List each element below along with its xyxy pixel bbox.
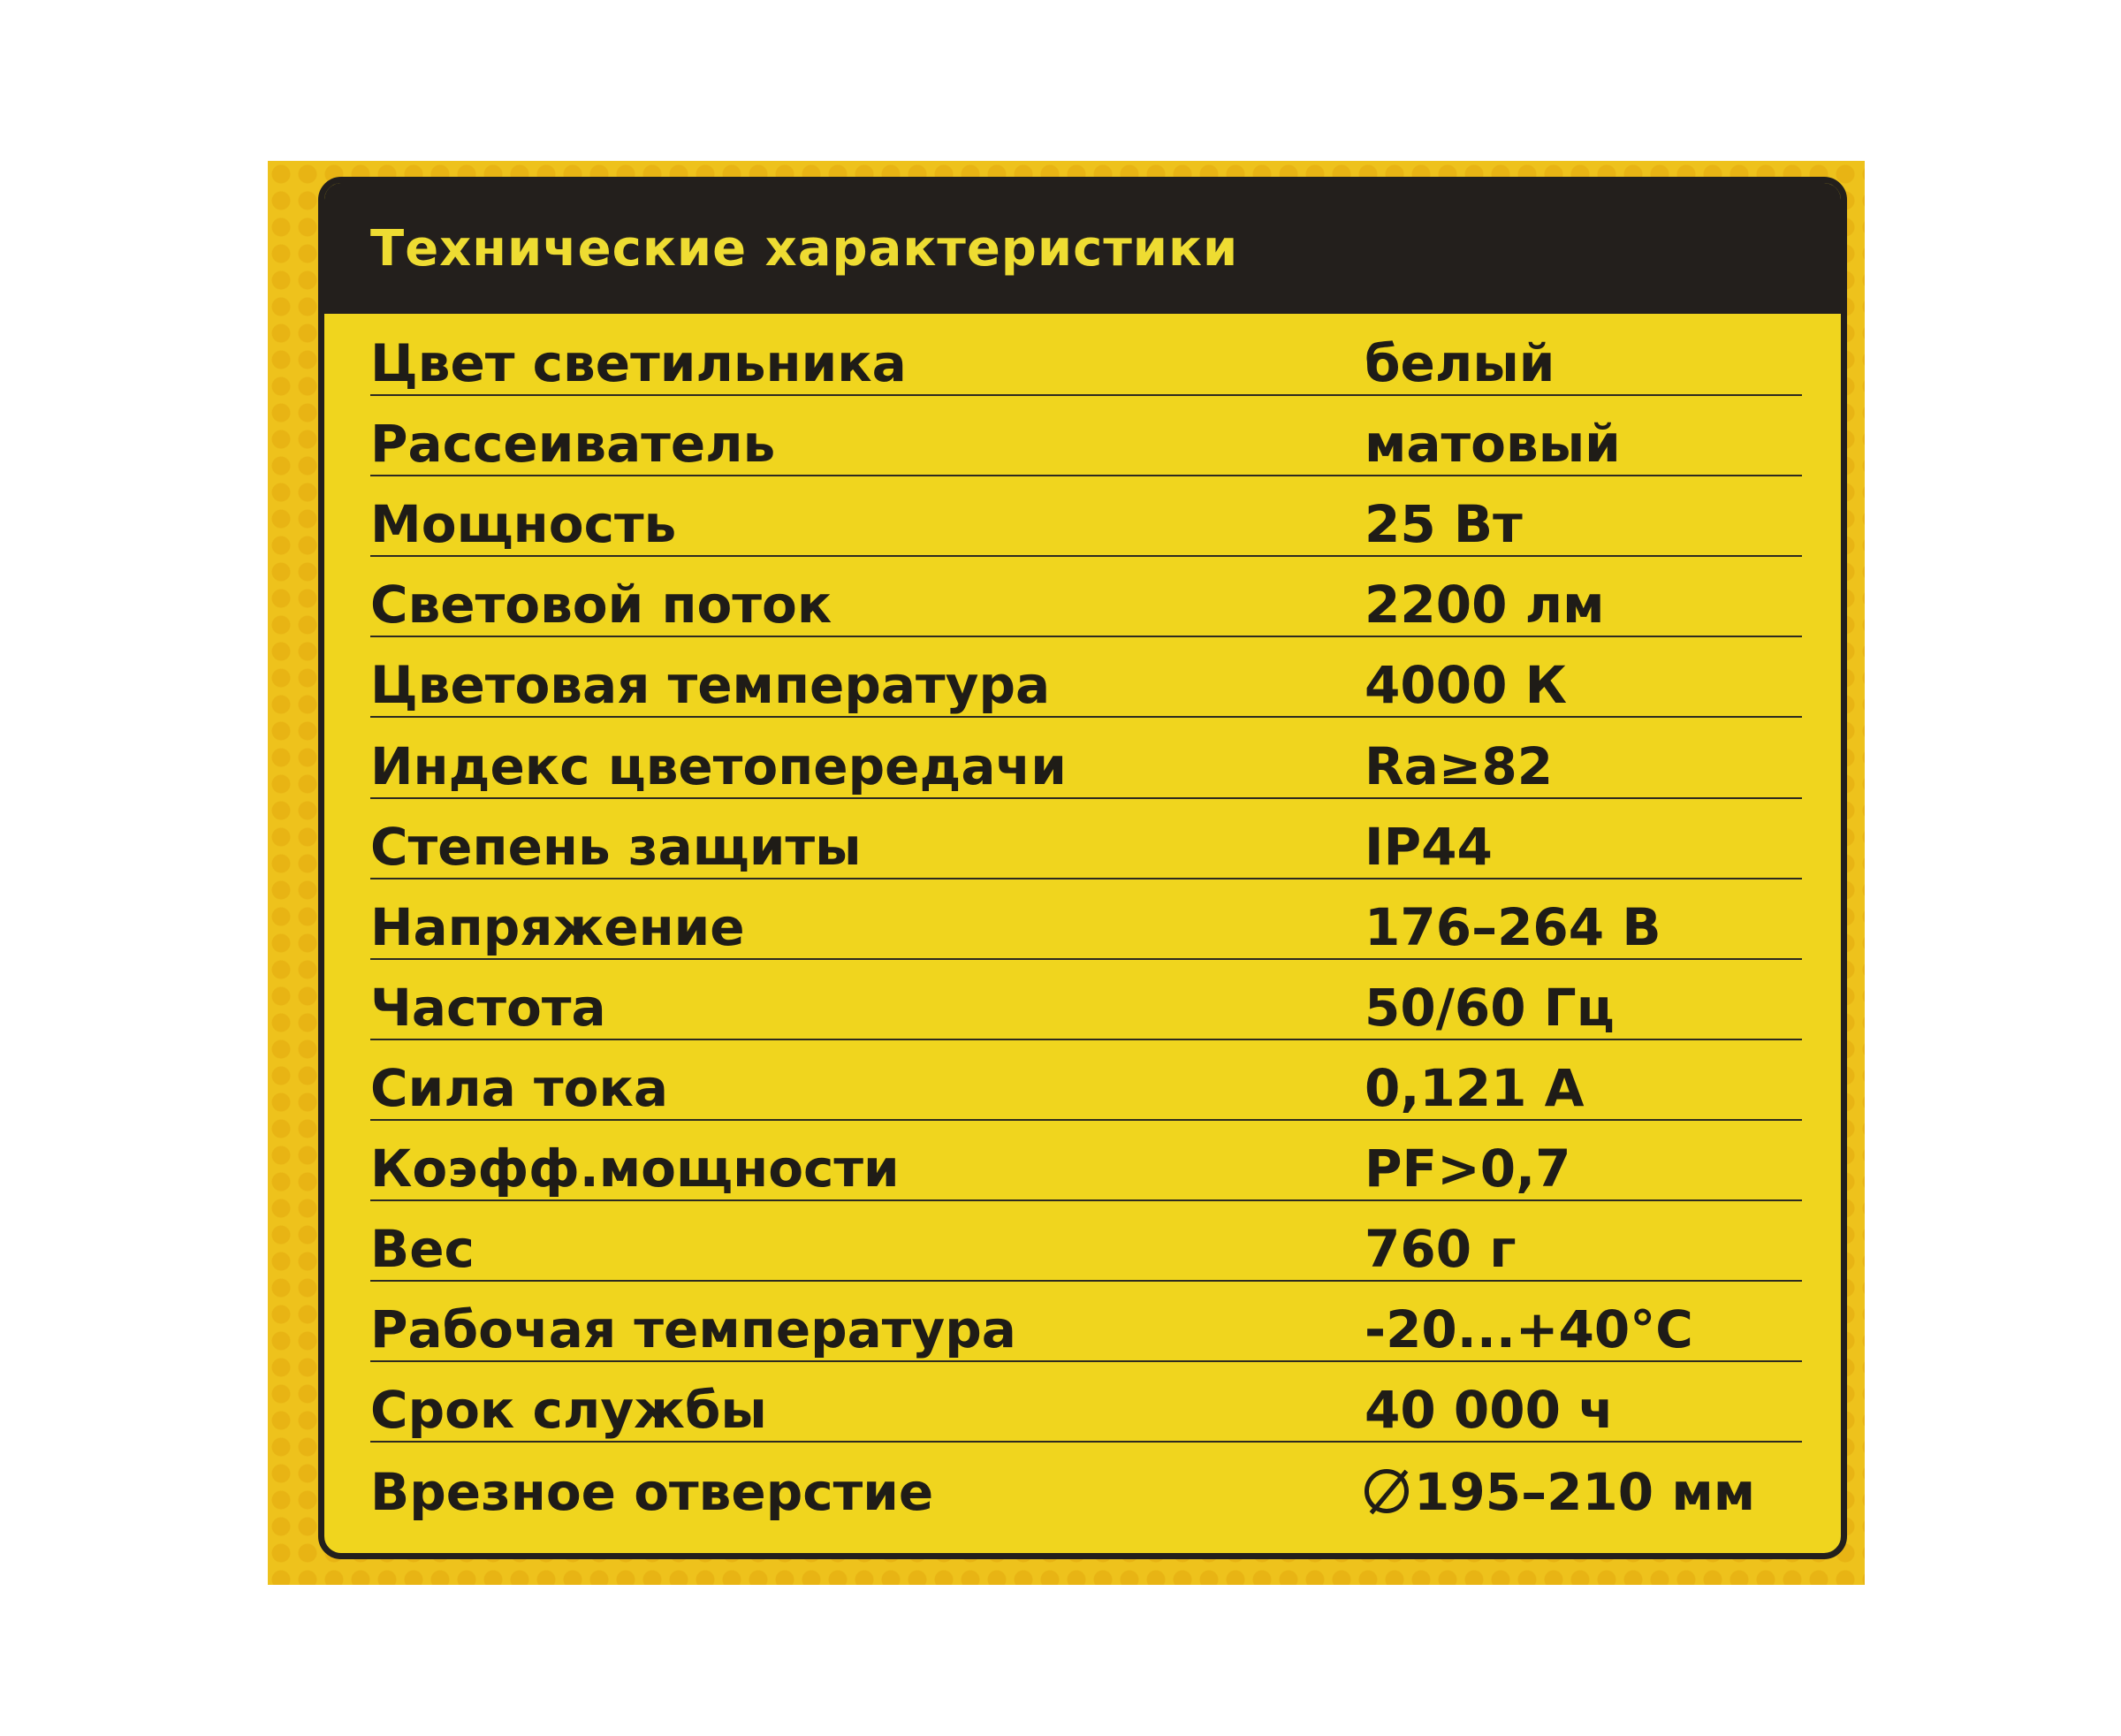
spec-row bbox=[370, 557, 1802, 637]
spec-label: Сила тока bbox=[370, 1057, 668, 1118]
spec-label: Индекс цветопередачи bbox=[370, 735, 1067, 796]
spec-label: Степень защиты bbox=[370, 816, 862, 877]
spec-row bbox=[370, 1121, 1802, 1201]
spec-label: Рабочая температура bbox=[370, 1299, 1016, 1360]
spec-value: белый bbox=[1365, 333, 1555, 394]
spec-label: Частота bbox=[370, 977, 606, 1038]
spec-row bbox=[370, 476, 1802, 557]
spec-value: 176–264 В bbox=[1365, 896, 1661, 957]
spec-row bbox=[370, 1201, 1802, 1282]
spec-row bbox=[370, 396, 1802, 476]
spec-value: PF>0,7 bbox=[1365, 1138, 1571, 1199]
card-title: Технические характеристики bbox=[370, 219, 1239, 278]
spec-row bbox=[370, 1282, 1802, 1362]
spec-value: 40 000 ч bbox=[1365, 1380, 1614, 1441]
spec-label: Срок службы bbox=[370, 1380, 767, 1441]
spec-row bbox=[370, 718, 1802, 798]
spec-value: 50/60 Гц bbox=[1365, 977, 1615, 1038]
spec-value: 2200 лм bbox=[1365, 575, 1605, 636]
spec-label: Коэфф.мощности bbox=[370, 1138, 900, 1199]
spec-value: 4000 К bbox=[1365, 655, 1568, 716]
spec-table bbox=[370, 316, 1802, 1523]
spec-value: 195–210 мм bbox=[1414, 1462, 1756, 1523]
card-header bbox=[324, 183, 1841, 314]
spec-row bbox=[370, 1040, 1802, 1121]
spec-value: 25 Вт bbox=[1365, 494, 1523, 555]
spec-value: -20...+40°С bbox=[1365, 1299, 1693, 1360]
spec-label: Световой поток bbox=[370, 575, 832, 636]
spec-value: матовый bbox=[1365, 414, 1621, 475]
spec-value-with-icon bbox=[1365, 1462, 1756, 1523]
diameter-icon bbox=[1365, 1469, 1409, 1513]
spec-label: Напряжение bbox=[370, 896, 745, 957]
spec-value: IP44 bbox=[1365, 816, 1493, 877]
spec-row bbox=[370, 799, 1802, 879]
spec-label: Вес bbox=[370, 1219, 475, 1280]
spec-row bbox=[370, 637, 1802, 718]
spec-card bbox=[318, 177, 1847, 1559]
spec-row bbox=[370, 960, 1802, 1040]
spec-label: Мощность bbox=[370, 494, 677, 555]
spec-label: Рассеиватель bbox=[370, 414, 776, 475]
spec-label: Цвет светильника bbox=[370, 333, 907, 394]
spec-label: Цветовая температура bbox=[370, 655, 1051, 716]
spec-label: Врезное отверстие bbox=[370, 1462, 934, 1523]
spec-value: 760 г bbox=[1365, 1219, 1517, 1280]
spec-value: 0,121 А bbox=[1365, 1057, 1585, 1118]
spec-row bbox=[370, 1443, 1802, 1523]
spec-value: Ra≥82 bbox=[1365, 735, 1554, 796]
spec-row bbox=[370, 1362, 1802, 1443]
spec-row bbox=[370, 316, 1802, 396]
spec-row bbox=[370, 879, 1802, 960]
